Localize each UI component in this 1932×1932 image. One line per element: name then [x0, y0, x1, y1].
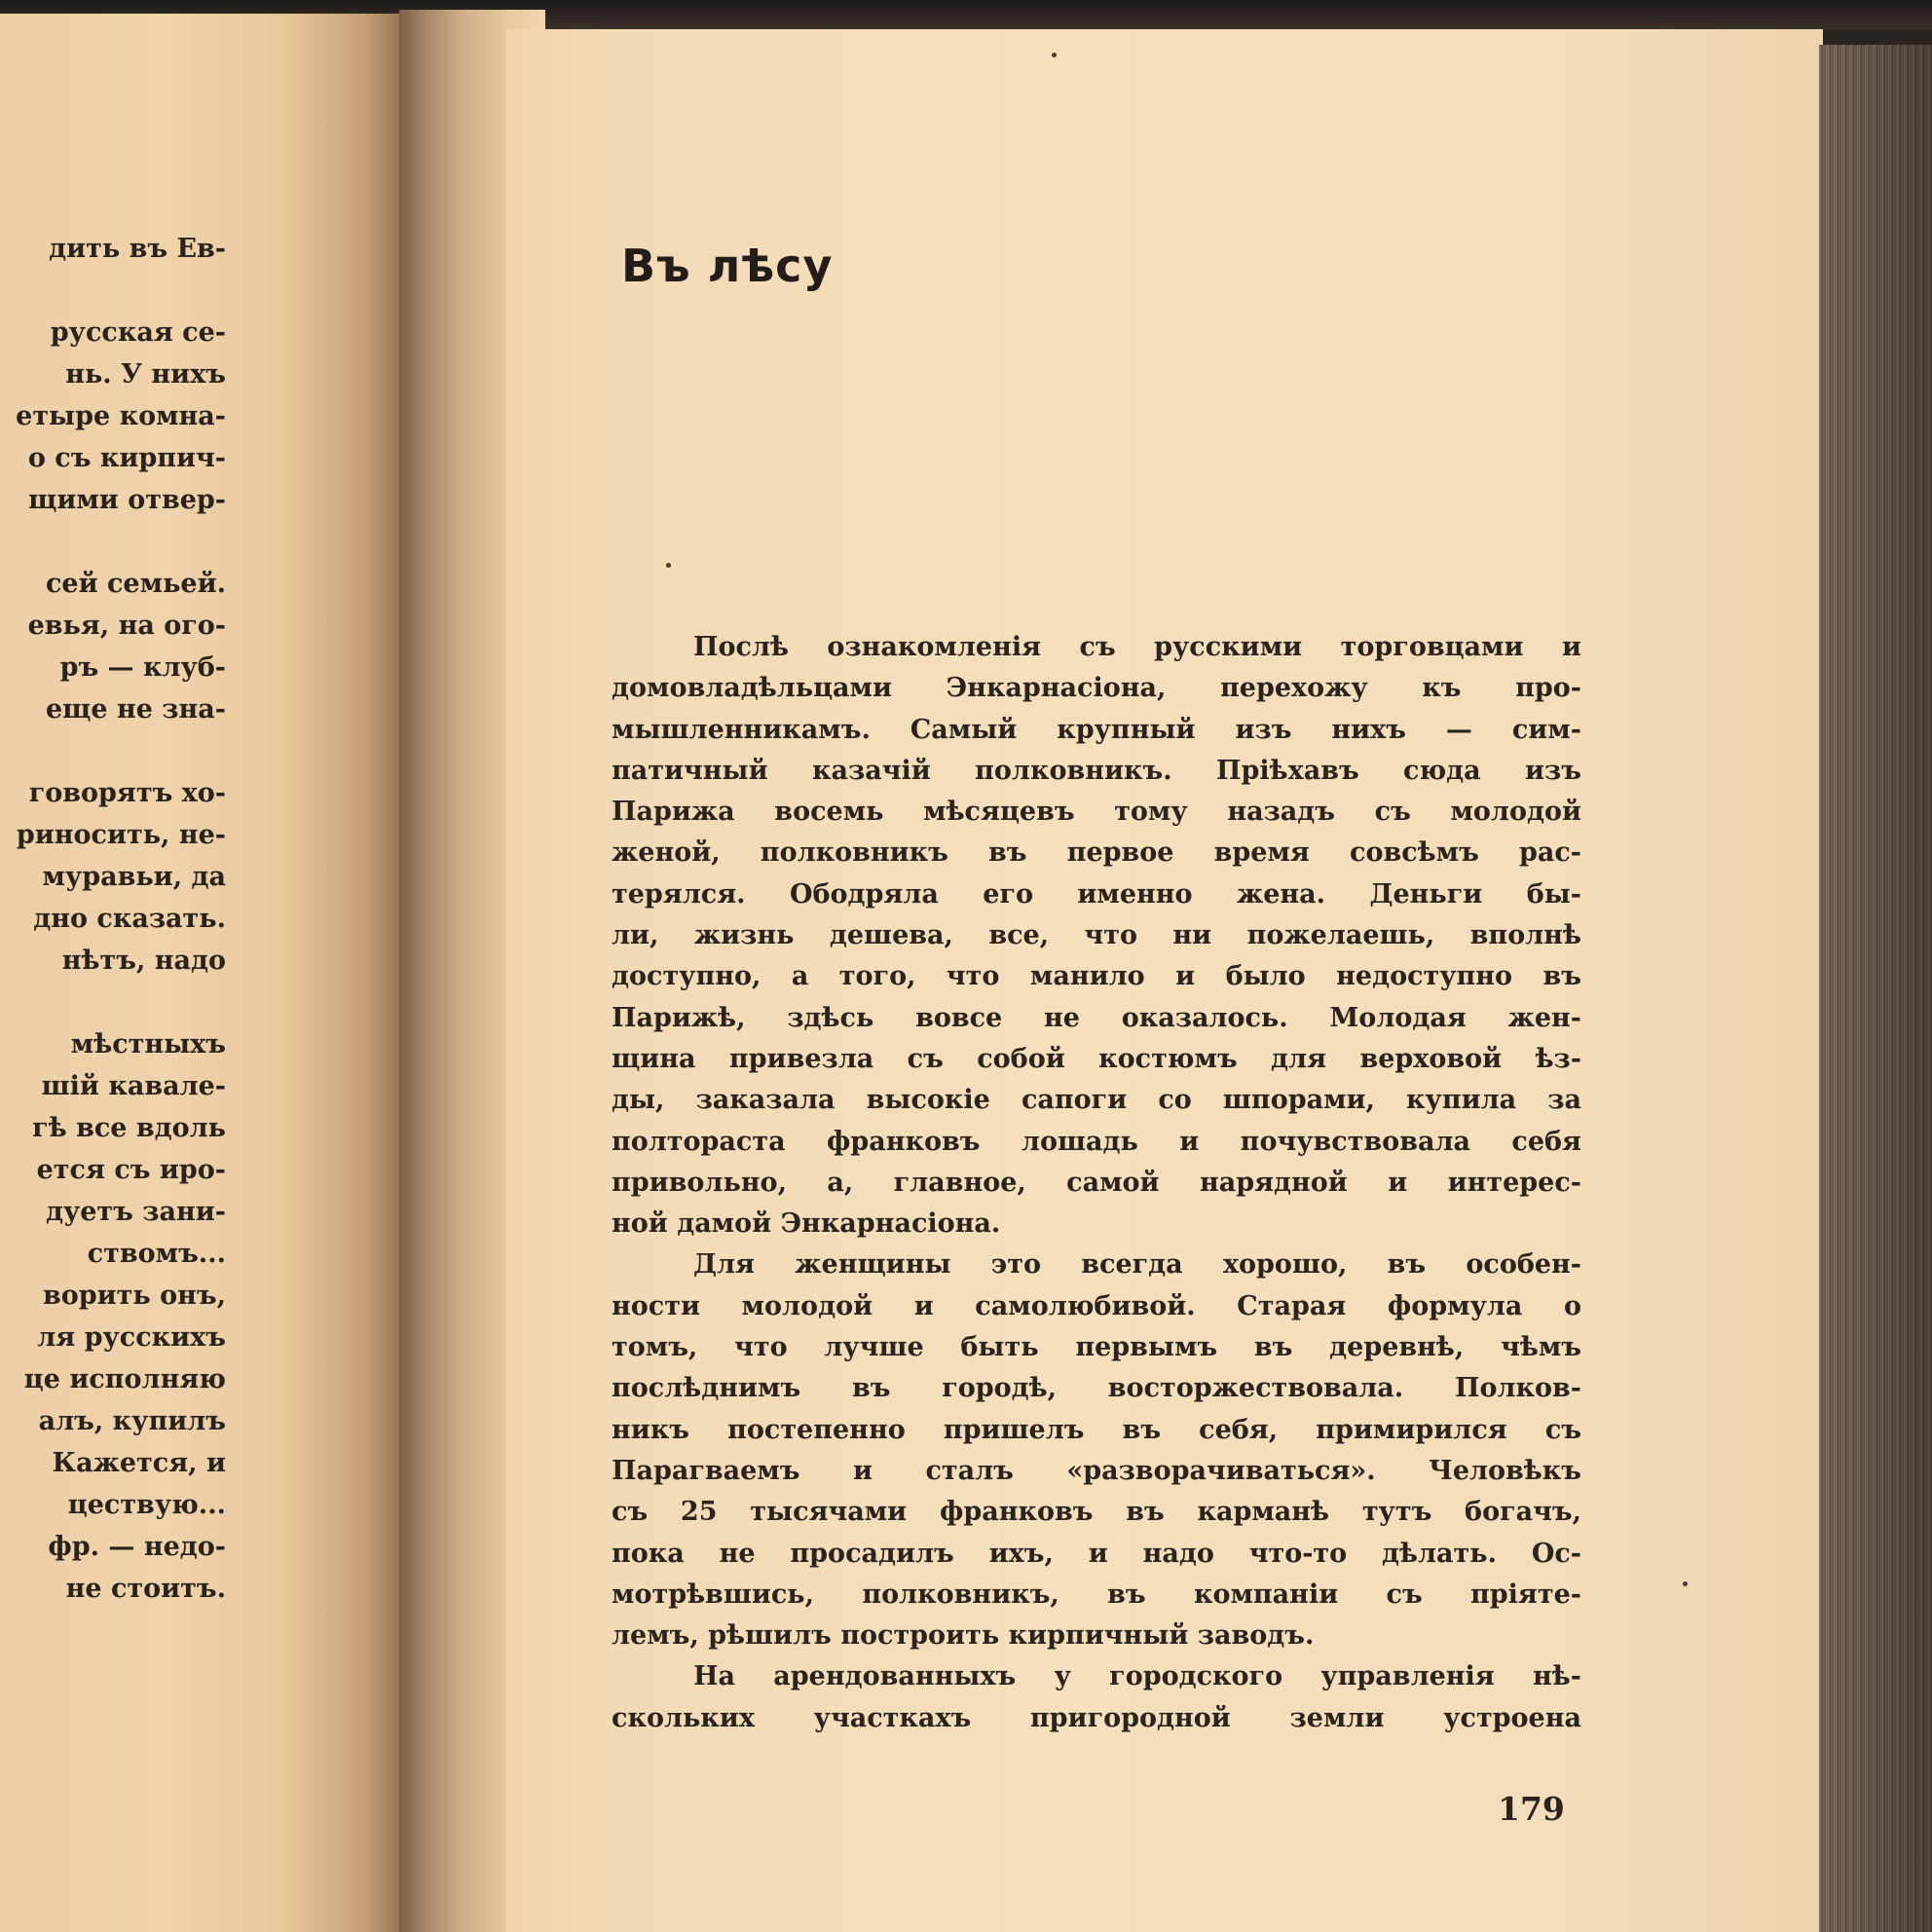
- body-line: Парижѣ, здѣсь вовсе не оказалось. Молодая жен-: [612, 1002, 1581, 1033]
- left-page-line: говорятъ хо-: [28, 778, 226, 808]
- body-line: щина привезла съ собой костюмъ для верховой ѣз-: [612, 1043, 1581, 1074]
- body-line: ли, жизнь дешева, все, что ни пожелаешь, вполнѣ: [612, 920, 1581, 951]
- left-page-line: щими отвер-: [28, 485, 226, 515]
- left-page-line: етыре комна-: [16, 401, 226, 431]
- left-page-line: Кажется, и: [52, 1448, 226, 1478]
- body-line: томъ, что лучше быть первымъ въ деревнѣ, чѣмъ: [612, 1332, 1581, 1363]
- body-line: пока не просадилъ ихъ, и надо что-то дѣлать. Ос-: [612, 1538, 1581, 1569]
- left-page-line: ля русскихъ: [37, 1322, 226, 1353]
- left-page-line: нь. У нихъ: [65, 359, 226, 390]
- left-page-line: сей семьей.: [45, 569, 226, 599]
- body-line: Парагваемъ и сталъ «разворачиваться». Человѣкъ: [612, 1455, 1581, 1486]
- left-page-line: ворить онъ,: [42, 1281, 226, 1311]
- left-page-line: о съ кирпич-: [27, 443, 226, 473]
- left-page-line: евья, на ого-: [27, 611, 226, 641]
- body-line: доступно, а того, что манило и было недоступно въ: [612, 961, 1581, 992]
- left-page-line: дуетъ зани-: [45, 1197, 226, 1227]
- left-page-line: цествую...: [67, 1490, 226, 1520]
- left-page: [0, 14, 419, 1932]
- body-line: мышленникамъ. Самый крупный изъ нихъ — сим-: [612, 714, 1581, 745]
- body-line: На арендованныхъ у городского управленія нѣ-: [693, 1661, 1581, 1692]
- left-page-line: не стоитъ.: [65, 1574, 226, 1604]
- body-line: полтораста франковъ лошадь и почувствовала себя: [612, 1126, 1581, 1157]
- body-line: домовладѣльцами Энкарнасіона, перехожу къ про-: [612, 673, 1581, 704]
- body-line: съ 25 тысячами франковъ въ карманѣ тутъ богачъ,: [612, 1497, 1581, 1528]
- body-line: никъ постепенно пришелъ въ себя, примирился съ: [612, 1414, 1581, 1445]
- left-page-line: фр. — недо-: [48, 1532, 226, 1562]
- page-edges: [1819, 45, 1932, 1932]
- left-page-line: русская се-: [50, 317, 226, 348]
- left-page-line: це исполняю: [23, 1364, 226, 1394]
- body-line: ды, заказала высокіе сапоги со шпорами, купила за: [612, 1085, 1581, 1116]
- page-number: 179: [1498, 1790, 1565, 1828]
- left-page-line: ется съ иро-: [36, 1155, 226, 1185]
- body-line: послѣднимъ въ городѣ, восторжествовала. Полков-: [612, 1373, 1581, 1404]
- body-line: патичный казачій полковникъ. Пріѣхавъ сюда изъ: [612, 755, 1581, 786]
- body-line: мотрѣвшись, полковникъ, въ компаніи съ пріяте-: [612, 1579, 1581, 1610]
- left-page-line: муравьи, да: [42, 862, 226, 892]
- left-page-line: мѣстныхъ: [70, 1029, 226, 1059]
- scan-speck: [666, 563, 671, 568]
- body-line: ности молодой и самолюбивой. Старая формула о: [612, 1290, 1581, 1321]
- body-line: привольно, а, главное, самой нарядной и интерес-: [612, 1167, 1581, 1198]
- left-page-line: алъ, купилъ: [38, 1406, 226, 1436]
- body-line: Для женщины это всегда хорошо, въ особен-: [693, 1249, 1581, 1281]
- scan-speck: [1683, 1581, 1688, 1586]
- left-page-line: еще не зна-: [45, 694, 226, 724]
- left-page-line: дно сказать.: [33, 904, 226, 934]
- body-line: терялся. Ободряла его именно жена. Деньги бы-: [612, 878, 1581, 910]
- left-page-line: ръ — клуб-: [59, 652, 226, 683]
- body-line: скольких участкахъ пригородной земли устроена: [612, 1702, 1581, 1733]
- left-page-line: риносить, не-: [16, 820, 226, 850]
- left-page-line: ствомъ...: [87, 1239, 226, 1269]
- left-page-line: шій кавале-: [41, 1071, 226, 1101]
- body-line: Послѣ ознакомленія съ русскими торговцами и: [693, 632, 1581, 662]
- body-line: лемъ, рѣшилъ построить кирпичный заводъ.: [612, 1620, 1315, 1652]
- left-page-line: гѣ все вдоль: [32, 1113, 226, 1143]
- body-text: [612, 627, 1581, 1739]
- body-line: Парижа восемь мѣсяцевъ тому назадъ съ молодой: [612, 797, 1581, 828]
- left-page-line: нѣтъ, надо: [61, 946, 226, 976]
- body-line: женой, полковникъ въ первое время совсѣмъ рас-: [612, 837, 1581, 869]
- scan-speck: [1052, 53, 1057, 57]
- chapter-title: Въ лѣсу: [621, 240, 834, 292]
- left-page-line: дить въ Ев-: [49, 234, 226, 264]
- body-line: ной дамой Энкарнасіона.: [612, 1208, 1001, 1240]
